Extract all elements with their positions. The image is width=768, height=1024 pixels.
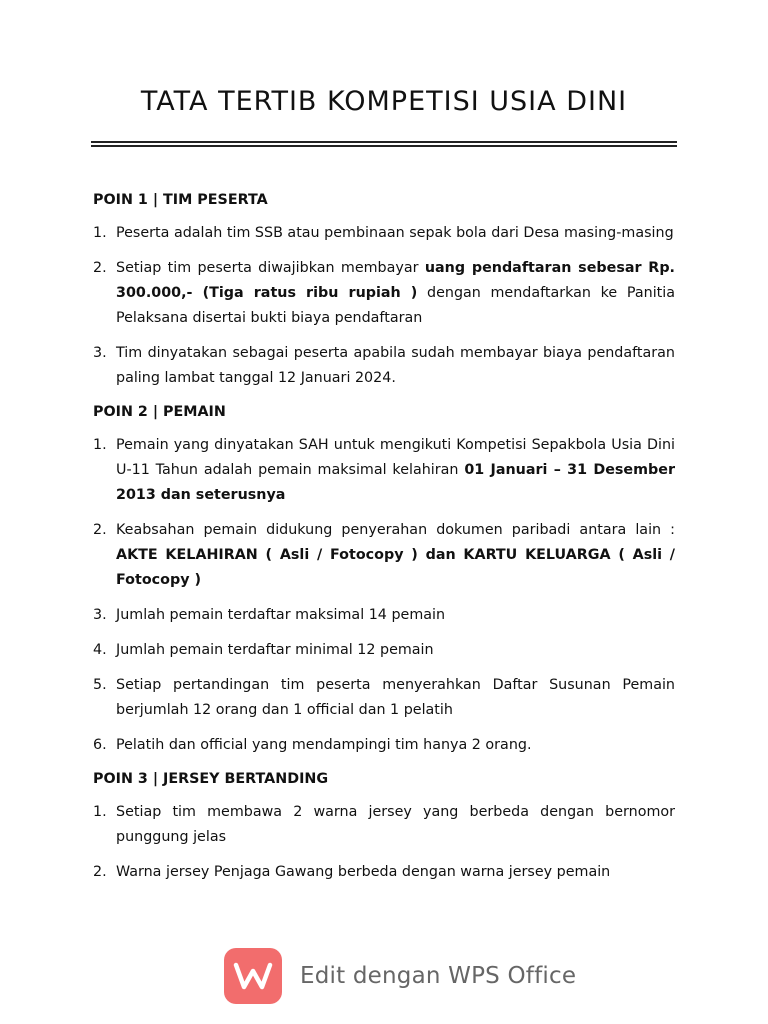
list-item [93,433,675,508]
list-item-number: 2. [93,522,107,538]
list-item [93,341,675,391]
list-item [93,603,675,628]
wps-edit-button[interactable] [224,948,576,1004]
list-item-number: 1. [93,437,107,453]
title-divider-top [91,141,677,143]
list-item-text: Keabsahan pemain didukung penyerahan dokumen paribadi antara lain : [116,522,675,538]
title-divider-bottom [91,145,677,147]
list-item-text: Jumlah pemain terdaftar minimal 12 pemain [116,642,434,658]
list-item-text: Warna jersey Penjaga Gawang berbeda dengan warna jersey pemain [116,864,611,880]
numbered-list [93,433,675,758]
list-item-number: 1. [93,225,107,241]
list-item [93,221,675,246]
list-item-text-bold: 01 Januari – 31 Desember 2013 dan seterusnya [116,462,675,503]
list-item [93,733,675,758]
list-item [93,673,675,723]
numbered-list [93,221,675,391]
list-item [93,638,675,663]
list-item-text: dengan mendaftarkan ke Panitia Pelaksana disertai bukti biaya pendaftaran [116,285,675,326]
list-item-number: 1. [93,804,107,820]
list-item-number: 6. [93,737,107,753]
list-item-text: Setiap tim membawa 2 warna jersey yang berbeda dengan bernomor punggung jelas [116,804,675,845]
list-item-text: Pemain yang dinyatakan SAH untuk mengikuti Kompetisi Sepakbola Usia Dini U-11 Tahun adalah pemain maksimal kelahiran [116,437,675,478]
list-item-number: 2. [93,864,107,880]
section-heading: POIN 1 | TIM PESERTA [93,192,268,208]
numbered-list [93,800,675,885]
list-item-text: Jumlah pemain terdaftar maksimal 14 pemain [116,607,446,623]
list-item [93,860,675,885]
list-item-number: 3. [93,345,107,361]
document-body [93,189,675,895]
list-item [93,256,675,331]
wps-edit-label: Edit dengan WPS Office [300,963,577,989]
section-heading: POIN 2 | PEMAIN [93,404,226,420]
list-item [93,518,675,593]
list-item-text: Setiap pertandingan tim peserta menyerahkan Daftar Susunan Pemain berjumlah 12 orang dan 1 official dan 1 pelatih [116,677,675,718]
list-item-number: 2. [93,260,107,276]
section-heading: POIN 3 | JERSEY BERTANDING [93,771,329,787]
list-item-number: 3. [93,607,107,623]
list-item-text: Tim dinyatakan sebagai peserta apabila sudah membayar biaya pendaftaran paling lambat tanggal 12 Januari 2024. [116,345,675,386]
list-item-text: Peserta adalah tim SSB atau pembinaan sepak bola dari Desa masing-masing [116,225,674,241]
list-item-text-bold: uang pendaftaran sebesar Rp. 300.000,- (Tiga ratus ribu rupiah ) [116,260,675,301]
list-item [93,800,675,850]
list-item-number: 4. [93,642,107,658]
document-title: TATA TERTIB KOMPETISI USIA DINI [140,86,628,117]
list-item-text-bold: AKTE KELAHIRAN ( Asli / Fotocopy ) dan KARTU KELUARGA ( Asli / Fotocopy ) [116,547,675,588]
list-item-text: Setiap tim peserta diwajibkan membayar [116,260,425,276]
wps-logo-icon [224,948,282,1004]
list-item-number: 5. [93,677,107,693]
list-item-text: Pelatih dan official yang mendampingi tim hanya 2 orang. [116,737,532,753]
